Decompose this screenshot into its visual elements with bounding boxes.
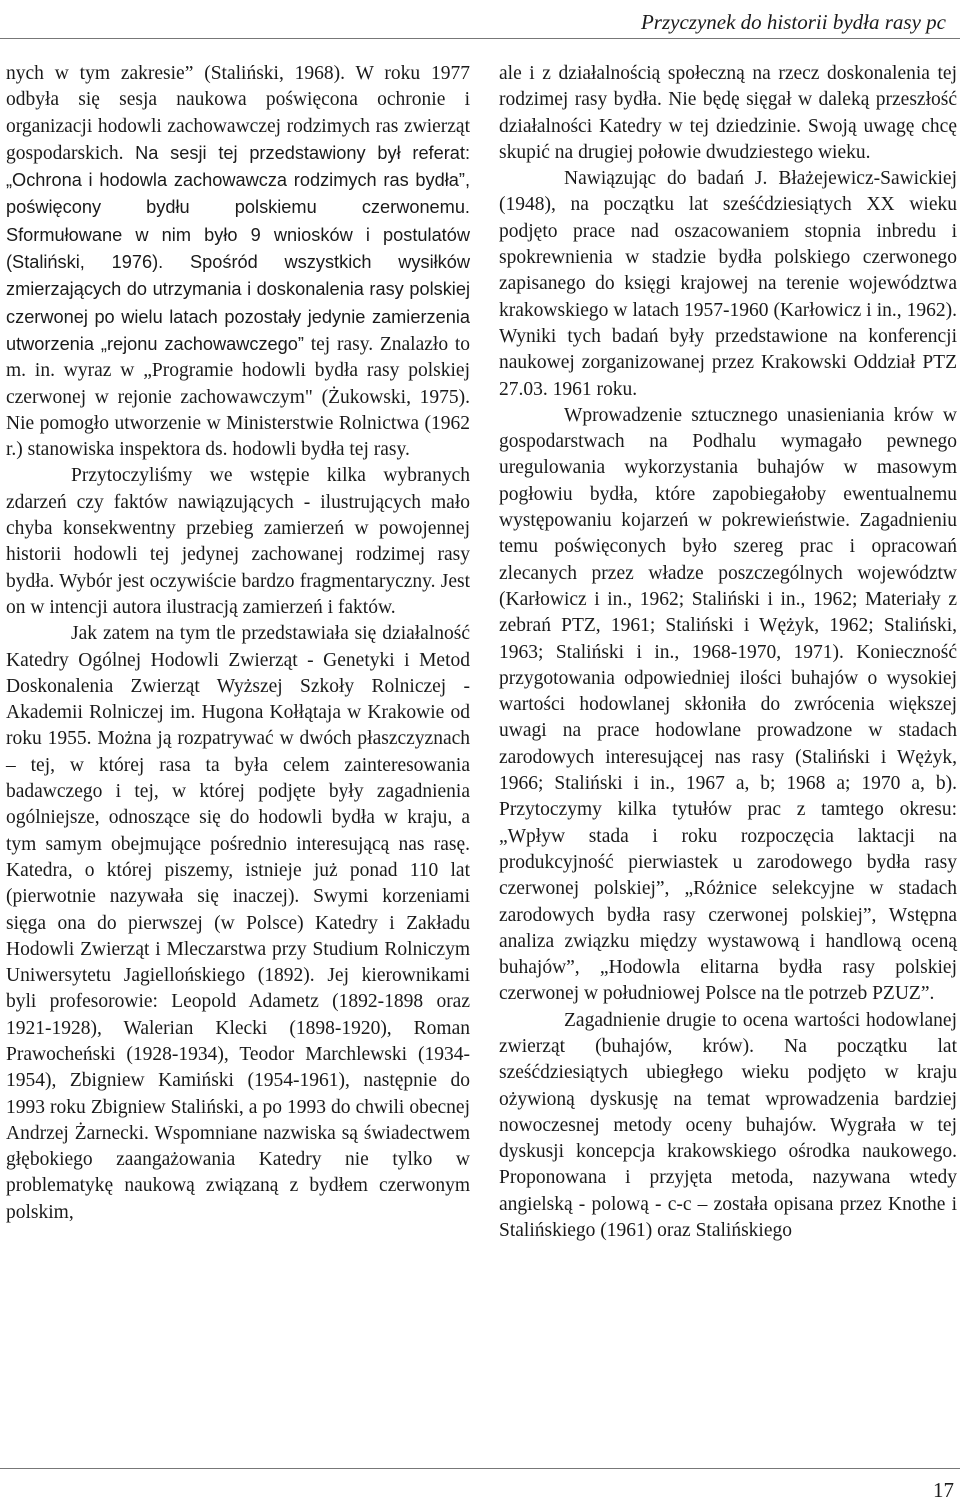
header-rule — [0, 38, 960, 39]
page-number: 17 — [933, 1478, 954, 1502]
paragraph-2: Przytoczyliśmy we wstępie kilka wybranych zdarzeń czy faktów nawiązujących - ilustrujących mało chyba konsekwentny przebieg zamierzeń w powojennej historii hodowli tej jedynej zachowanej rodzimej rasy bydła. Wybór jest oczywiście bardzo fragmentaryczny. Jest on w intencji autora ilustracją zamierzeń i faktów. — [6, 465, 470, 618]
right-column — [499, 61, 957, 1244]
paragraph-3: Wprowadzenie sztucznego unasieniania krów w gospodarstwach na Podhalu wymagało pewnego uregulowania wykorzystania buhajów w masowym pogłowiu bydła, które zapobiegałoby ewentualnemu występowaniu kojarzeń w pokrewieństwie. Zagadnieniu temu poświęconych było szereg prac i opracowań zlecanych przez władze poszczególnych województw (Karłowicz i in., 1962; Staliński i in., 1962; Materiały z zebrań PTZ, 1961; Staliński i Wężyk, 1962; Staliński, 1963; Staliński i in., 1968-1970, 1971). Konieczność przygotowania odpowiedniej ilości buhajów o wysokiej wartości hodowlanej skłoniła do zwrócenia większej uwagi na prace hodowlane prowadzone w stadach zarodowych interesującej nas rasy (Staliński i Wężyk, 1966; Staliński i in., 1967 a, b; 1968 a; 1970 a, b). Przytoczymy kilka tytułów prac z tamtego okresu: „Wpływ stada i roku rozpoczęcia laktacji na produkcyjność pierwiastek u zarodowego bydła rasy czerwonej polskiej”, „Różnice selekcyjne w stadach zarodowych bydła rasy czerwonej polskiej”, Wstępna analiza związku między wystawową i handlową oceną buhajów”, „Hodowla elitarna bydła rasy polskiej czerwonej w południowej Polsce na tle potrzeb PZUZ”. — [499, 404, 957, 1005]
text-run-sans: Na sesji tej przedstawiony był referat: „Ochrona i hodowla zachowawcza rodzimych ras bydła”, poświęcony bydłu polskiemu czerwonemu. Sformułowane w nim było 9 wniosków i postulatów (Staliński, 1976). Spośród wszystkich wysiłków zmierzających do utrzymania i doskonalenia rasy polskiej czerwonej po wielu latach pozostały jedynie zamierzenia utworzenia „rejonu zachowawczego” — [6, 142, 471, 354]
running-title: Przyczynek do historii bydła rasy pc — [640, 10, 946, 34]
paragraph-4: Zagadnienie drugie to ocena wartości hodowlanej zwierząt (buhajów, krów). Na początku lat sześćdziesiątych ubiegłego wieku podjęto w kraju ożywioną dyskusję na temat wprowadzenia bardziej nowoczesnej metody oceny buhajów. Wygrała w tej dyskusji koncepcja krakowskiego ośrodka naukowego. Proponowana i przyjęta metoda, nazywana wtedy angielską - polową - c-c – została opisana przez Knothe i Stalińskiego (1961) oraz Stalińskiego — [499, 1009, 957, 1242]
paragraph-1 — [6, 61, 470, 463]
footer-rule — [0, 1468, 960, 1469]
text-run-serif: tej rasy. Znalazło to m. in. wyraz w „Programie hodowli bydła rasy polskiej czerwonej w rejonie zachowawczym" (Żukowski, 1975). Nie pomogło utworzenie w Ministerstwie Rolnictwa (1962 r.) stanowiska inspektora ds. hodowli bydła tej rasy. — [6, 333, 470, 461]
paragraph-1: ale i z działalnością społeczną na rzecz doskonalenia tej rodzimej rasy bydła. Nie będę sięgał w daleką przeszłość działalności Katedry w tej dziedzinie. Swoją uwagę chcę skupić na drugiej połowie dwudziestego wieku. — [499, 63, 957, 163]
text-run-serif: nych w tym zakresie” (Staliński, 1968). W roku 1977 odbyła się sesja naukowa poświęcona ochronie i organizacji hodowli zachowawczej rodzimych ras zwierząt gospodarskich. — [6, 63, 470, 164]
paragraph-2: Nawiązując do badań J. Błażejewicz-Sawickiej (1948), na początku lat sześćdziesiątych XX wieku podjęto prace nad oszacowaniem stopnia inbredu i spokrewnienia w stadzie bydła polskiego czerwonego zapisanego do księgi krajowej na terenie województwa krakowskiego w latach 1957-1960 (Karłowicz i in., 1962). Wyniki tych badań były przedstawione na konferencji naukowej zorganizowanej przez Krakowski Oddział PTZ 27.03. 1961 roku. — [499, 168, 957, 400]
left-column — [6, 61, 470, 1226]
paragraph-3: Jak zatem na tym tle przedstawiała się działalność Katedry Ogólnej Hodowli Zwierząt - Genetyki i Metod Doskonalenia Zwierząt Wyższej Szkoły Rolniczej - Akademii Rolniczej im. Hugona Kołłątaja w Krakowie od roku 1955. Można ją rozpatrywać w dwóch płaszczyznach – tej, w której rasa ta była celem zainteresowania badawczego i tej, w której podjęte były zagadnienia ogólniejsze, odnoszące się do hodowli bydła w kraju, a tym samym obejmujące pośrednio interesującą nas rasę. Katedra, o której piszemy, istnieje już ponad 110 lat (pierwotnie nazywała się inaczej). Swymi korzeniami sięga ona do pierwszej (w Polsce) Katedry i Zakładu Hodowli Zwierząt i Mleczarstwa przy Studium Rolniczym Uniwersytetu Jagiellońskiego (1892). Jej kierownikami byli profesorowie: Leopold Adametz (1892-1898 oraz 1921-1928), Walerian Klecki (1898-1920), Roman Prawocheński (1928-1934), Teodor Marchlewski (1934-1954), Zbigniew Kamiński (1954-1961), następnie do 1993 roku Zbigniew Staliński, a po 1993 do chwili obecnej Andrzej Żarnecki. Wspomniane nazwiska są świadectwem głębokiego zaangażowania Katedry nie tylko w problematykę naukową związaną z bydłem czerwonym polskim, — [6, 623, 470, 1223]
